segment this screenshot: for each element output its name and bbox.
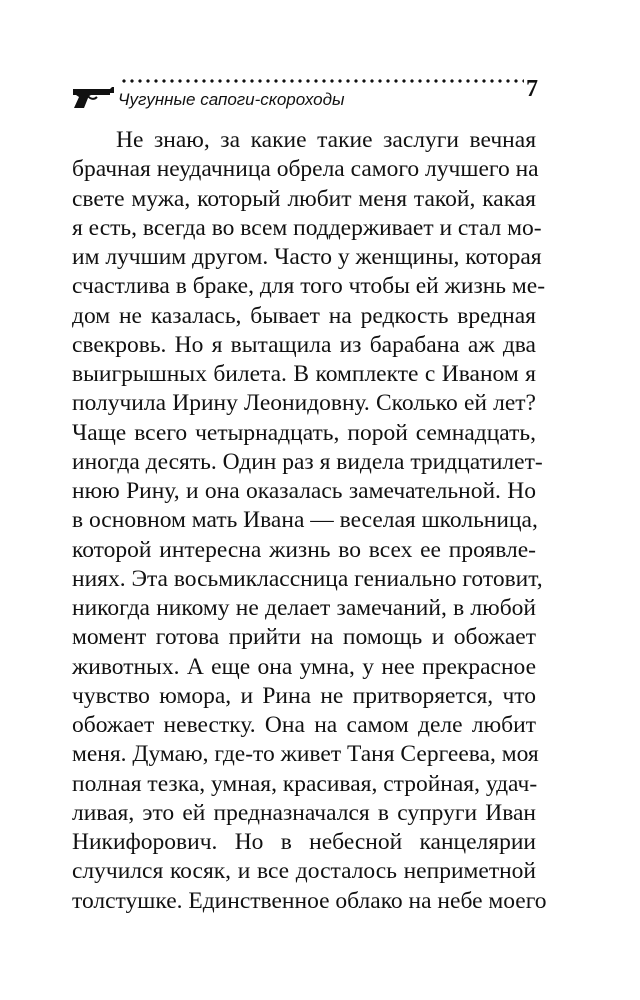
text-line: свекровь. Но я вытащила из барабана аж два bbox=[72, 331, 536, 358]
text-line: которой интересна жизнь во всех ее проявле- bbox=[72, 536, 536, 563]
dotted-rule bbox=[120, 78, 524, 84]
text-line: ливая, это ей предназначался в супруги Иван bbox=[72, 799, 536, 826]
running-title: Чугунные сапоги-скороходы bbox=[118, 90, 345, 109]
text-line: свете мужа, который любит меня такой, какая bbox=[72, 185, 536, 212]
page-number: 7 bbox=[526, 76, 538, 102]
text-line: никогда никому не делает замечаний, в любой bbox=[72, 595, 536, 621]
text-line: животных. А еще она умна, у нее прекрасное bbox=[72, 653, 536, 680]
text-line: обожает невестку. Она на самом деле любит bbox=[72, 712, 536, 738]
text-line: Чаще всего четырнадцать, порой семнадцать, bbox=[72, 419, 536, 446]
text-line: нюю Рину, и она оказалась замечательной. Но bbox=[72, 478, 536, 504]
text-line: ниях. Эта восьмиклассница гениально готовит, bbox=[72, 565, 543, 592]
text-line: меня. Думаю, где-то живет Таня Сергеева, моя bbox=[72, 741, 539, 768]
text-line: счастлива в браке, для того чтобы ей жизнь ме- bbox=[72, 273, 546, 300]
text-line: случился косяк, и все досталось неприметной bbox=[72, 858, 536, 885]
pistol-icon bbox=[70, 84, 116, 110]
text-line: я есть, всегда во всем поддерживает и стал мо- bbox=[72, 214, 542, 241]
text-line: Никифорович. Но в небесной канцелярии bbox=[72, 829, 536, 855]
text-line: выигрышных билета. В комплекте с Иваном я bbox=[72, 361, 536, 387]
text-line: иногда десять. Один раз я видела тридцатилет- bbox=[72, 448, 543, 475]
text-line: брачная неудачница обрела самого лучшего на bbox=[72, 156, 539, 183]
text-line: получила Ирину Леонидовну. Сколько ей лет? bbox=[72, 390, 536, 417]
body-text bbox=[72, 126, 547, 916]
page-header bbox=[70, 76, 570, 116]
text-line: Не знаю, за какие такие заслуги вечная bbox=[116, 127, 536, 153]
text-line: толстушке. Единственное облако на небе моего bbox=[72, 887, 547, 914]
text-line: момент готова прийти на помощь и обожает bbox=[72, 624, 536, 651]
text-line: полная тезка, умная, красивая, стройная, удач- bbox=[72, 770, 538, 797]
text-line: дом не казалась, бывает на редкость вредная bbox=[72, 302, 536, 329]
text-line: чувство юмора, и Рина не притворяется, что bbox=[72, 682, 536, 709]
text-line: им лучшим другом. Часто у женщины, которая bbox=[72, 244, 542, 270]
text-line: в основном мать Ивана — веселая школьница, bbox=[72, 507, 538, 534]
